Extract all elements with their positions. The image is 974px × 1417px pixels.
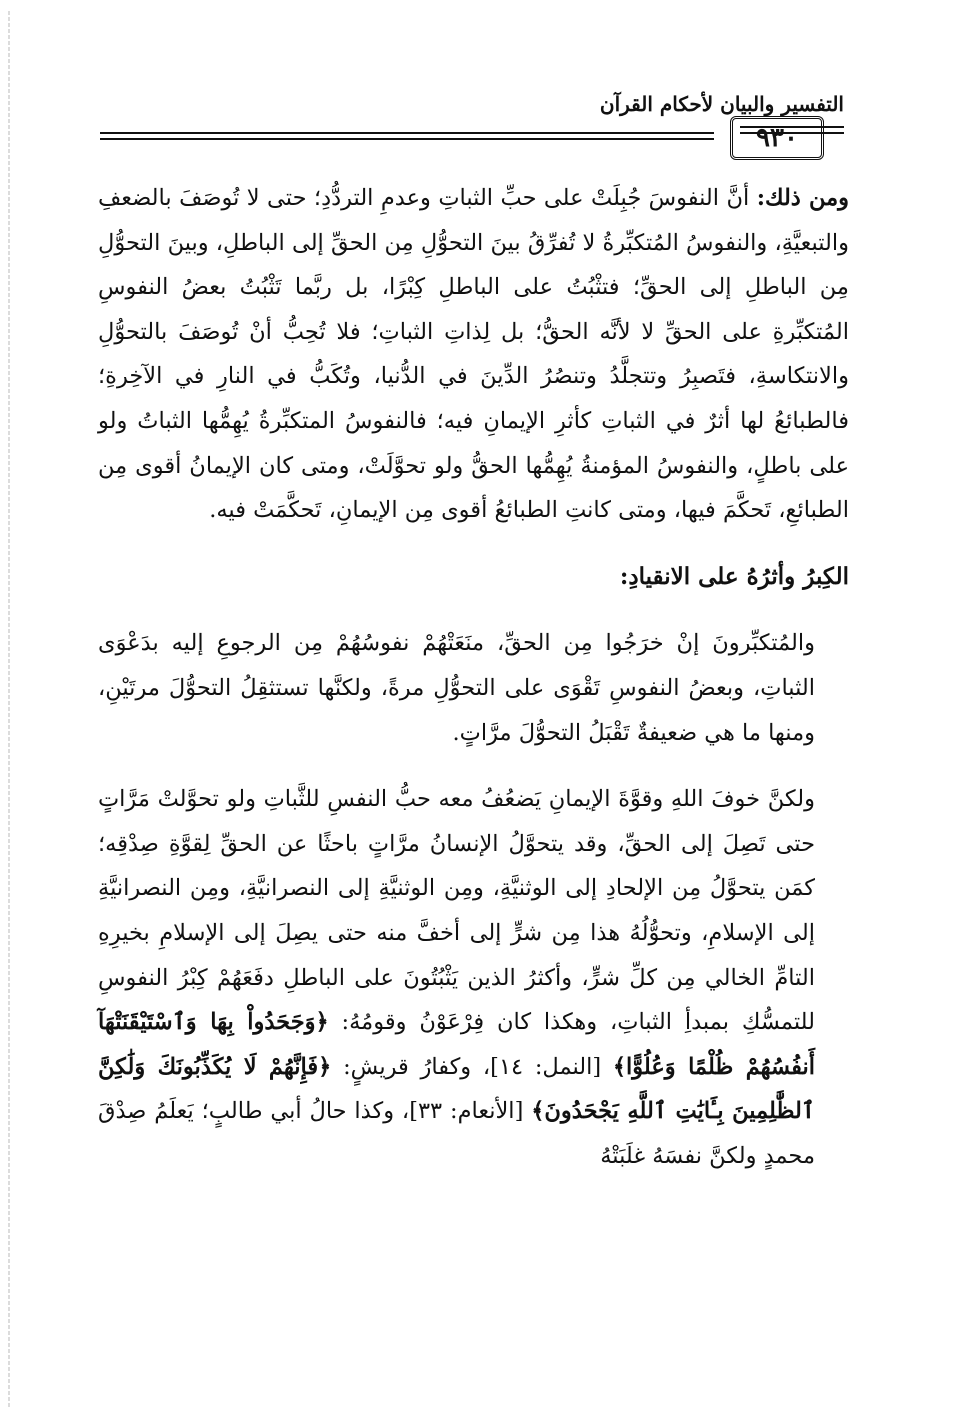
paragraph-1-text: أنَّ النفوسَ جُبِلَتْ على حبِّ الثباتِ وعدمِ التردُّدِ؛ حتى لا تُوصَفَ بالضعفِ والتبعيَّةِ، والنفوسُ المُتكبِّرةُ لا تُفرِّقُ بينَ التحوُّلِ مِن الحقِّ إلى الباطلِ، وبينَ التحوُّلِ مِن الباطلِ إلى الحقِّ؛ فتثْبُتُ على الباطلِ كِبْرًا، بل ربَّما تَثْبُتُ بعضُ النفوسِ المُتكبِّرةِ على الحقِّ لا لأنَّه الحقُّ؛ بل لِذاتِ الثباتِ؛ فلا تُحِبُّ أنْ تُوصَفَ بالتحوُّلِ والانتكاسةِ، فتَصبِرُ وتتجلَّدُ وتنصُرُ الدِّينَ في الدُّنيا، وتُكَبُّ في النارِ في الآخِرةِ؛ فالطبائعُ لها أثرٌ في الثباتِ كأثرِ الإيمانِ فيه؛ فالنفوسُ المتكبِّرةُ يُهِمُّها الثباتُ ولو على باطلٍ، والنفوسُ المؤمنةُ يُهِمُّها الحقُّ ولو تحوَّلَتْ، ومتى كان الإيمانُ أقوى مِن الطبائعِ، تَحكَّمَ فيها، ومتى كانتِ الطبائعُ أقوى مِن الإيمانِ، تَحكَّمَتْ فيه. bbox=[98, 185, 849, 524]
quran-verse-1: ﴿وَجَحَدُواْ بِهَا وَٱسْتَيْقَنَتْهَآ أَنفُسُهُمْ ظُلْمًا وَعُلُوًّا﴾ bbox=[98, 1009, 816, 1080]
spacer bbox=[98, 599, 849, 621]
quran-verse-2: ﴿فَإِنَّهُمْ لَا يُكَذِّبُونَكَ وَلَٰكِنَّ ٱلظَّٰلِمِينَ بِـَٔايَٰتِ ٱللَّهِ يَجْحَدُونَ﴾ bbox=[98, 1053, 815, 1125]
running-title: التفسير والبيان لأحكام القرآن bbox=[599, 92, 844, 116]
header-rule-long-2 bbox=[100, 138, 714, 140]
header-rule-long bbox=[100, 132, 714, 134]
page-edge-dots bbox=[8, 10, 10, 1407]
paragraph-2: والمُتكبِّرونَ إنْ خرَجُوا مِن الحقِّ، منَعَتْهُمْ نفوسُهُمْ مِن الرجوعِ إليه بدَعْوَى الثباتِ، وبعضُ النفوسِ تَقْوَى على التحوُّلِ مرةً، ولكنَّها تستثقِلُ التحوُّلَ مرتَيْنِ، ومنها ما هي ضعيفةٌ تَقْبَلُ التحوُّلَ مرَّاتٍ. bbox=[98, 630, 815, 746]
verse-ref-2: [الأنعام: ٣٣]، وكذا حالُ أبي طالبٍ؛ يَعلَمُ صِدْقَ محمدٍ ولكنَّ نفسَهُ غلَبَتْهُ bbox=[98, 1098, 815, 1169]
paragraph-lead: ومن ذلك: bbox=[756, 185, 849, 211]
section-subheading: الكِبرُ وأثرُهُ على الانقيادِ: bbox=[619, 562, 849, 590]
spacer bbox=[98, 533, 849, 555]
paragraph-3 bbox=[98, 777, 849, 1178]
page-number: ٩٣٠ bbox=[730, 116, 824, 160]
paragraph-1 bbox=[98, 176, 849, 533]
page-body bbox=[98, 176, 849, 1178]
page-header bbox=[100, 92, 844, 158]
spacer bbox=[98, 755, 849, 777]
verse-ref-1: [النمل: ١٤]، وكفارُ قريشٍ: bbox=[331, 1053, 613, 1080]
paragraph-3-text: ولكنَّ خوفَ اللهِ وقوَّةَ الإيمانِ يَضعُفُ معه حبُّ النفسِ للثَّباتِ ولو تحوَّلتْ مَرَّاتٍ حتى تَصِلَ إلى الحقِّ، وقد يتحوَّلُ الإنسانُ مرَّاتٍ باحثًا عن الحقِّ لِقوَّةِ صِدْقِه؛ كمَن يتحوَّلُ مِن الإلحادِ إلى الوثنيَّةِ، ومِن الوثنيَّةِ إلى النصرانيَّةِ، ومِن النصرانيَّةِ إلى الإسلامِ، وتحوُّلُهُ هذا مِن شرٍّ إلى أخفَّ منه حتى يصِلَ إلى الإسلامِ بخيرِهِ التامِّ الخالي مِن كلِّ شرٍّ، وأكثرُ الذين يَثْبُتُونَ على الباطلِ دفَعَهُمْ كِبْرُ النفوسِ للتمسُّكِ بمبدأِ الثباتِ، وهكذا كان فِرْعَوْنُ وقومُهُ: bbox=[98, 786, 815, 1036]
